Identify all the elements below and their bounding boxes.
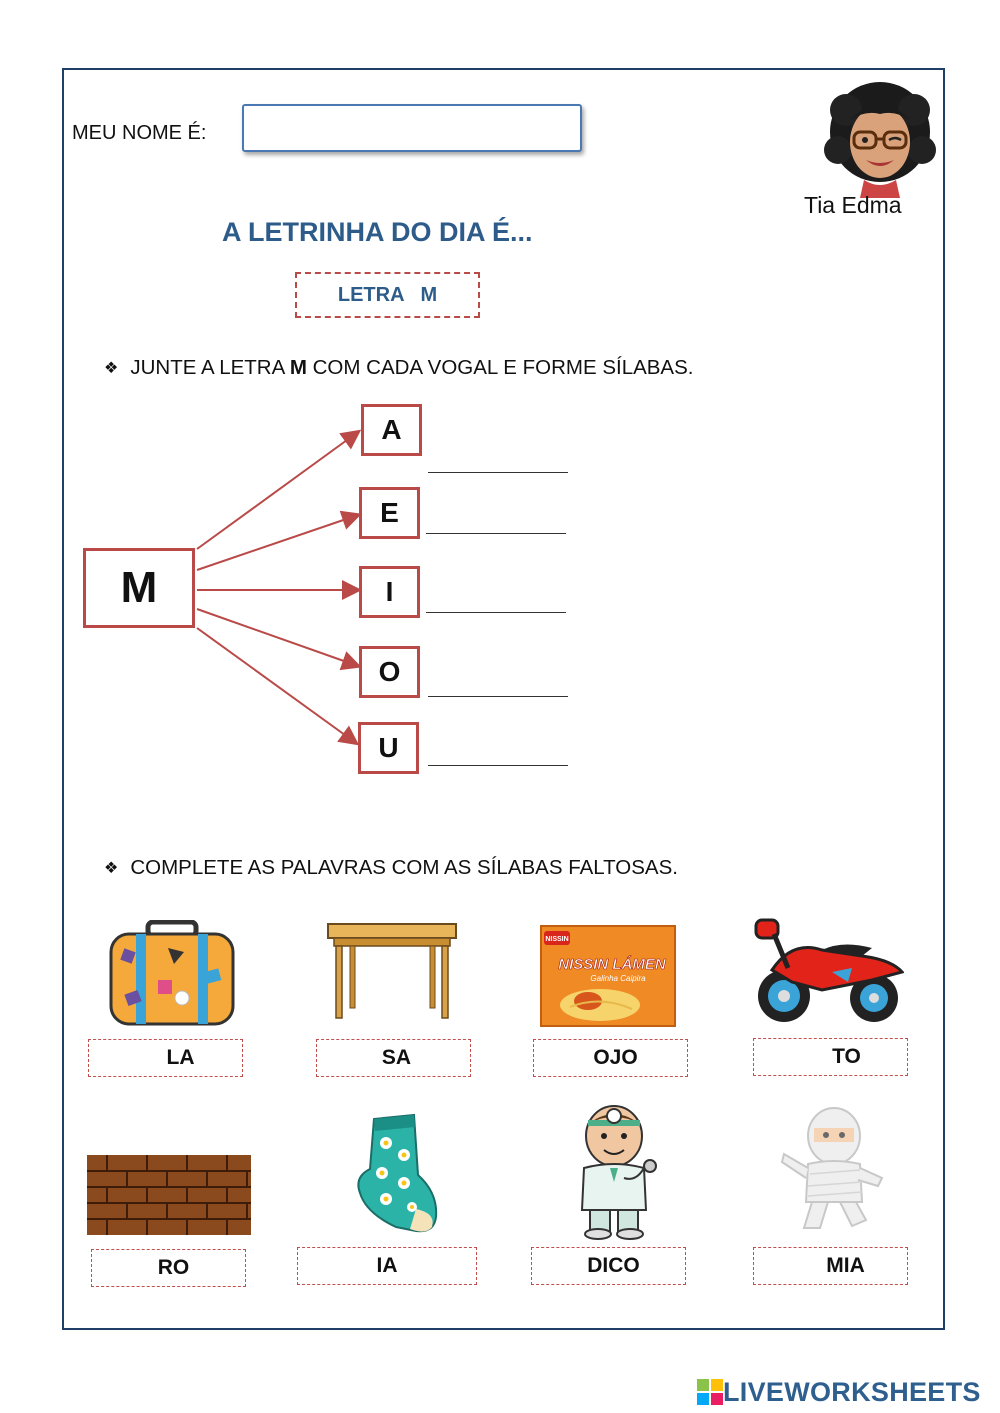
doctor-icon (570, 1102, 662, 1240)
name-label: MEU NOME É: (72, 122, 207, 144)
arrow-to-e (197, 515, 358, 570)
word-box-mumia[interactable]: MIA (753, 1247, 908, 1285)
arrow-to-u (197, 628, 356, 743)
footer-brand-text: LIVEWORKSHEETS (723, 1376, 981, 1407)
noodle-package-icon (540, 925, 676, 1027)
footer-logo[interactable] (697, 1378, 981, 1406)
word-box-moto[interactable]: TO (753, 1038, 908, 1076)
package-product-name: NISSIN LÁMEN (558, 956, 666, 973)
syllable-input-i[interactable] (426, 592, 566, 613)
word-box-medico[interactable]: DICO (531, 1247, 686, 1285)
vowel-box-e: E (359, 487, 420, 539)
syllable-input-u[interactable] (428, 745, 568, 766)
arrow-to-a (197, 432, 358, 549)
page-title: A LETRINHA DO DIA É... (222, 217, 533, 247)
instruction-syllables-before: JUNTE A LETRA (130, 356, 290, 379)
mummy-icon (778, 1102, 888, 1232)
diamond-bullet-icon: ❖ (104, 360, 119, 377)
word-box-meia[interactable]: IA (297, 1247, 477, 1285)
package-flavor: Galinha Caipira (590, 974, 646, 983)
diamond-bullet-icon: ❖ (104, 860, 119, 877)
syllable-input-e[interactable] (426, 513, 566, 534)
vowel-box-a: A (361, 404, 422, 456)
vowel-box-o: O (359, 646, 420, 698)
instruction-syllables-after: COM CADA VOGAL E FORME SÍLABAS. (306, 356, 694, 379)
word-box-mala[interactable]: LA (88, 1039, 243, 1077)
brick-wall-icon (87, 1155, 251, 1235)
motorcycle-icon (752, 910, 904, 1028)
vowel-box-u: U (358, 722, 419, 774)
word-box-mesa[interactable]: SA (316, 1039, 471, 1077)
sock-icon (346, 1113, 442, 1235)
arrow-to-o (197, 609, 358, 666)
letter-of-day-text: LETRA M (337, 283, 438, 306)
package-brand: NISSIN (545, 936, 569, 943)
main-letter-box: M (83, 548, 195, 628)
suitcase-icon (108, 920, 236, 1028)
author-name: Tia Edma (804, 192, 902, 218)
syllable-input-a[interactable] (428, 452, 568, 473)
instruction-complete-words (104, 856, 678, 880)
instruction-syllables-bold: M (289, 356, 307, 379)
word-box-miojo[interactable]: OJO (533, 1039, 688, 1077)
table-icon (326, 920, 458, 1020)
syllable-input-o[interactable] (428, 676, 568, 697)
vowel-box-i: I (359, 566, 420, 618)
word-box-muro[interactable]: RO (91, 1249, 246, 1287)
liveworksheets-logo-icon (697, 1379, 723, 1405)
instruction-complete-words-text: COMPLETE AS PALAVRAS COM AS SÍLABAS FALTOSAS. (130, 856, 678, 879)
